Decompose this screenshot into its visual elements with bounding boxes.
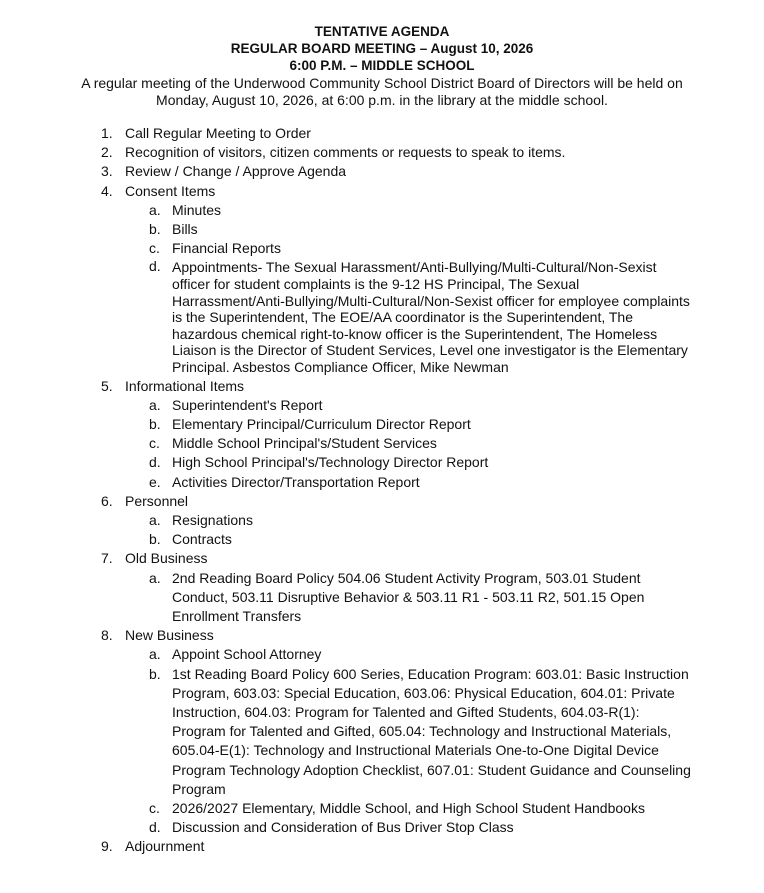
agenda-item-number: 1. xyxy=(101,125,113,141)
agenda-subitem-letter: a. xyxy=(149,569,161,586)
agenda-subitem-label: Appointments- The Sexual Harassment/Anti-Bullying/Multi-Cultural/Non-Sexist officer for student complaints is the 9-12 HS Principal, The Sexual Harrassment/Anti-Bullying/Multi-Cultural/Non-Sexist officer for employee complaints is the Superintendent, The EOE/AA coordinator is the Superintendent, The hazardous chemical right-to-know officer is the Superintendent, The Homeless Liaison is the Director of Student Services, Level one investigator is the Elementary Principal. Asbestos Compliance Officer, Mike Newman xyxy=(172,259,690,375)
agenda-subitem xyxy=(125,258,691,376)
agenda-subitem-label: Discussion and Consideration of Bus Driver Stop Class xyxy=(172,819,514,836)
agenda-subitem-label: 2026/2027 Elementary, Middle School, and High School Student Handbooks xyxy=(172,800,645,817)
agenda-subitem-label: 1st Reading Board Policy 600 Series, Education Program: 603.01: Basic Instruction Program, 603.03: Special Education, 603.06: Physical Education, 604.01: Private Instruction, 604.03: Program for Talented and Gifted Students, 604.03-R(1): Program for Talented and Gifted, 605.04: Technology and Instructional Materials, 605.04-E(1): Technology and Instructional Materials One-to-One Digital Device Program Technology Adoption Checklist, 607.01: Student Guidance and Counseling Program xyxy=(172,665,691,797)
agenda-item xyxy=(0,837,764,856)
agenda-item-number: 5. xyxy=(101,377,113,394)
agenda-item-label: Review / Change / Approve Agenda xyxy=(125,163,347,180)
agenda-item-number: 3. xyxy=(101,163,113,180)
agenda-subitem-letter: a. xyxy=(149,201,161,218)
agenda-subitem xyxy=(125,665,691,799)
agenda-item xyxy=(0,377,764,492)
agenda-item-number: 2. xyxy=(101,144,113,161)
agenda-subitem xyxy=(125,201,691,220)
agenda-subitem xyxy=(125,645,691,664)
agenda-subitem-list xyxy=(125,396,764,492)
agenda-item-number: 8. xyxy=(101,627,113,644)
agenda-subitem xyxy=(125,220,691,239)
agenda-item-number: 7. xyxy=(101,550,113,567)
meeting-time-location: 6:00 P.M. – MIDDLE SCHOOL xyxy=(289,58,475,73)
agenda-subitem-letter: a. xyxy=(149,396,161,413)
agenda-item-label: New Business xyxy=(125,627,214,644)
agenda-subitem-label: High School Principal's/Technology Director Report xyxy=(172,454,489,471)
agenda-subitem-letter: c. xyxy=(149,435,160,452)
agenda-subitem xyxy=(125,415,691,434)
agenda-item xyxy=(0,492,764,550)
agenda-item-label: Call Regular Meeting to Order xyxy=(125,125,311,141)
agenda-subitem xyxy=(125,473,691,492)
agenda-subitem-letter: c. xyxy=(149,800,160,817)
agenda-item-number: 4. xyxy=(101,182,113,199)
agenda-subitem-letter: b. xyxy=(149,221,161,238)
agenda-subitem-letter: c. xyxy=(149,240,160,257)
agenda-subitem-letter: b. xyxy=(149,665,161,682)
meeting-intro: A regular meeting of the Underwood Community School District Board of Directors will be held on Monday, August 10, 2026, at 6:00 p.m. in the library at the middle school. xyxy=(81,75,683,108)
agenda-subitem-label: Financial Reports xyxy=(172,240,281,257)
agenda-subitem-letter: d. xyxy=(149,258,161,275)
agenda-subitem-label: Middle School Principal's/Student Services xyxy=(172,435,437,452)
agenda-subitem-list xyxy=(125,511,764,549)
agenda-subitem xyxy=(125,799,691,818)
agenda-subitem-list xyxy=(125,201,764,377)
agenda-subitem-label: Elementary Principal/Curriculum Director Report xyxy=(172,415,471,432)
agenda-header xyxy=(0,0,764,74)
agenda-subitem xyxy=(125,569,691,627)
agenda-subitem xyxy=(125,818,691,837)
agenda-item xyxy=(0,124,764,143)
agenda-subitem xyxy=(125,530,691,549)
agenda-subitem-label: Bills xyxy=(172,221,198,238)
agenda-item xyxy=(0,162,764,181)
agenda-subitem-list xyxy=(125,645,764,837)
agenda-item-label: Personnel xyxy=(125,492,189,509)
agenda-subitem-label: Contracts xyxy=(172,531,232,548)
agenda-subitem-letter: b. xyxy=(149,415,161,432)
agenda-item-number: 9. xyxy=(101,838,113,855)
agenda-subitem-label: 2nd Reading Board Policy 504.06 Student Activity Program, 503.01 Student Conduct, 503.11 Disruptive Behavior & 503.11 R1 - 503.11 R2, 501.15 Open Enrollment Transfers xyxy=(172,569,645,625)
agenda-item-label: Informational Items xyxy=(125,377,245,394)
agenda-item-number: 6. xyxy=(101,492,113,509)
agenda-item-label: Recognition of visitors, citizen comments or requests to speak to items. xyxy=(125,144,566,161)
agenda-item xyxy=(0,143,764,162)
agenda-item xyxy=(0,549,764,626)
agenda-subitem-label: Superintendent's Report xyxy=(172,396,323,413)
agenda-subitem xyxy=(125,396,691,415)
agenda-subitem xyxy=(125,453,691,472)
agenda-subitem xyxy=(125,511,691,530)
agenda-subitem-letter: b. xyxy=(149,531,161,548)
agenda-subitem-label: Activities Director/Transportation Report xyxy=(172,473,420,490)
agenda-subitem-label: Appoint School Attorney xyxy=(172,646,322,663)
agenda-subitem-letter: d. xyxy=(149,819,161,836)
agenda-subitem-label: Minutes xyxy=(172,201,222,218)
agenda-title: TENTATIVE AGENDA xyxy=(314,24,450,39)
agenda-subitem xyxy=(125,434,691,453)
agenda-item-label: Old Business xyxy=(125,550,208,567)
agenda-subitem-letter: a. xyxy=(149,646,161,663)
agenda-subitem-letter: e. xyxy=(149,473,161,490)
agenda-subitem xyxy=(125,239,691,258)
agenda-subitem-label: Resignations xyxy=(172,512,253,528)
meeting-title: REGULAR BOARD MEETING – August 10, 2026 xyxy=(230,41,534,56)
agenda-item xyxy=(0,626,764,837)
agenda-subitem-letter: d. xyxy=(149,454,161,471)
agenda-item xyxy=(0,182,764,377)
agenda-subitem-letter: a. xyxy=(149,512,161,528)
agenda-item-label: Consent Items xyxy=(125,182,216,199)
agenda-item-label: Adjournment xyxy=(125,838,205,855)
agenda-list xyxy=(0,124,764,857)
agenda-subitem-list xyxy=(125,569,764,627)
